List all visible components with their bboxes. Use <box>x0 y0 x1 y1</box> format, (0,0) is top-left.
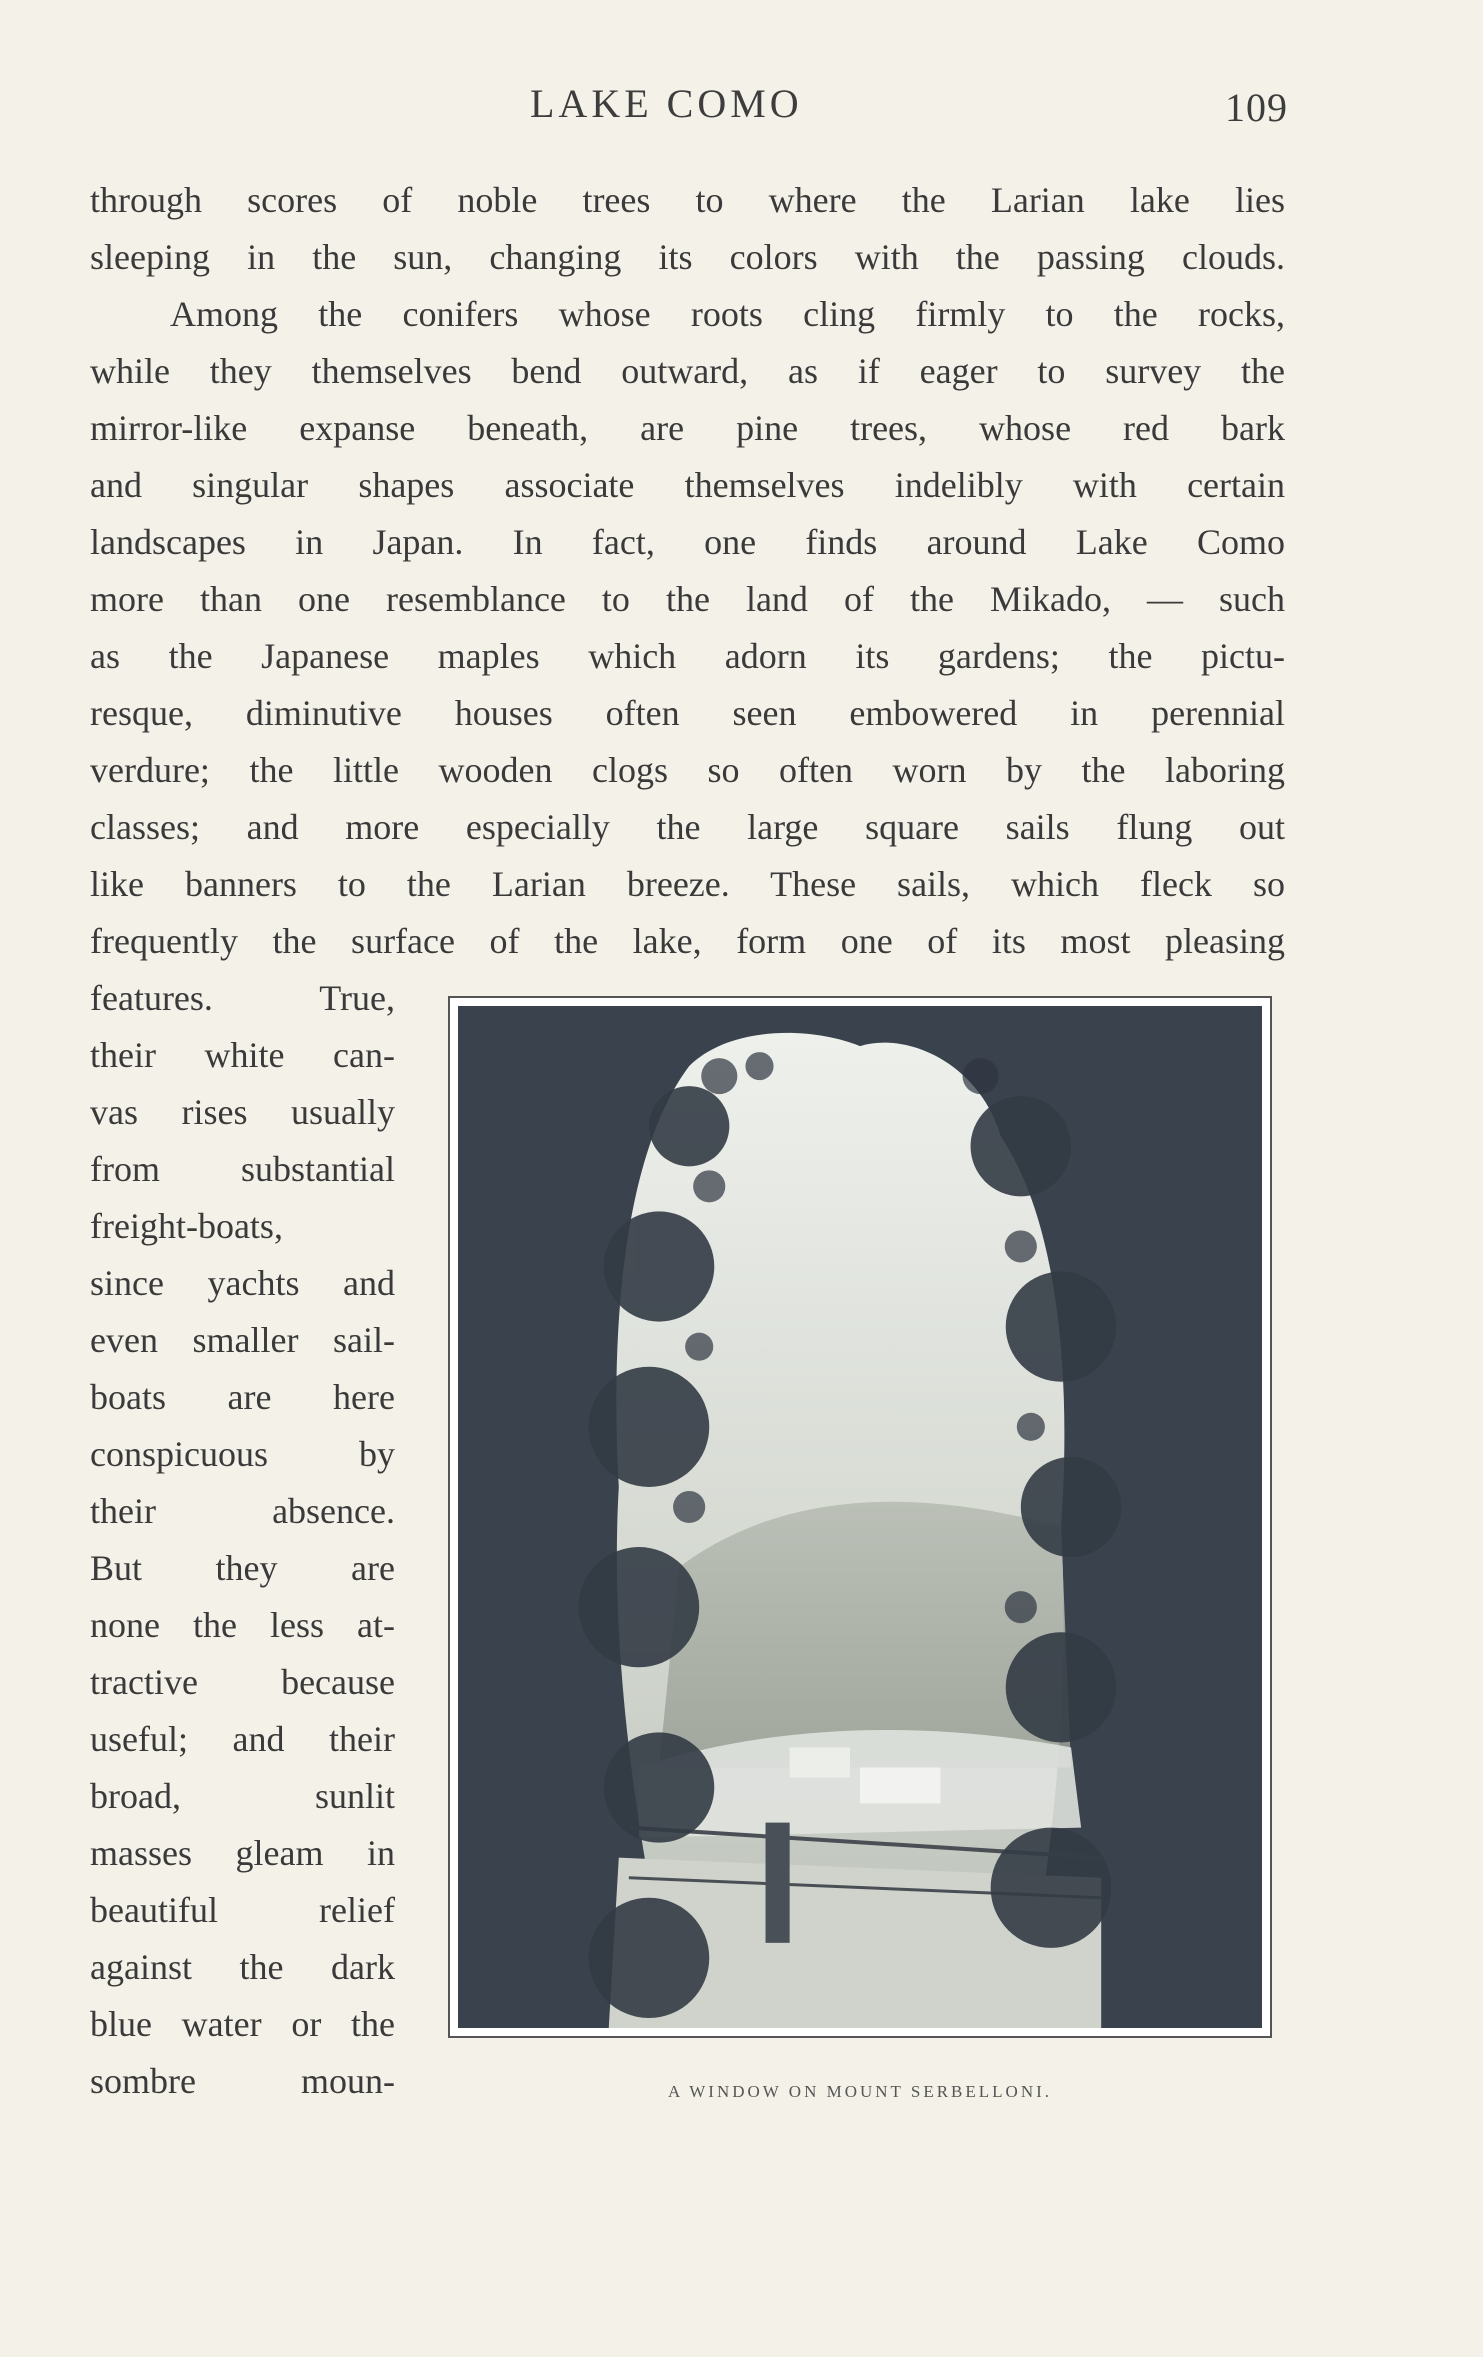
text-line: features. True, <box>90 978 395 1018</box>
text-line: tractive because <box>90 1662 395 1702</box>
text-line: beautiful relief <box>90 1890 395 1930</box>
text-line: Among the conifers whose roots cling firmly to the rocks, <box>170 294 1285 334</box>
text-line: verdure; the little wooden clogs so often worn by the laboring <box>90 750 1285 790</box>
text-line: against the dark <box>90 1947 395 1987</box>
text-line: But they are <box>90 1548 395 1588</box>
text-line: vas rises usually <box>90 1092 395 1132</box>
figure-frame <box>448 996 1272 2038</box>
text-line: boats are here <box>90 1377 395 1417</box>
text-line: freight-boats, <box>90 1206 283 1246</box>
figure-caption: A WINDOW ON MOUNT SERBELLONI. <box>667 2082 1053 2101</box>
text-line: mirror-like expanse beneath, are pine trees, whose red bark <box>90 408 1285 448</box>
text-line: like banners to the Larian breeze. These sails, which fleck so <box>90 864 1285 904</box>
text-line: and singular shapes associate themselves indelibly with certain <box>90 465 1285 505</box>
text-line: none the less at- <box>90 1605 395 1645</box>
text-line: masses gleam in <box>90 1833 395 1873</box>
photo-window-on-mount-serbelloni <box>458 1006 1262 2028</box>
text-line: since yachts and <box>90 1263 395 1303</box>
text-line: resque, diminutive houses often seen embowered in perennial <box>90 693 1285 733</box>
text-line: useful; and their <box>90 1719 395 1759</box>
full-width-text-block <box>90 172 1285 970</box>
text-line: blue water or the <box>90 2004 395 2044</box>
text-line: classes; and more especially the large square sails flung out <box>90 807 1285 847</box>
text-line: conspicuous by <box>90 1434 395 1474</box>
text-line: broad, sunlit <box>90 1776 395 1816</box>
text-line: while they themselves bend outward, as if eager to survey the <box>90 351 1285 391</box>
page-number: 109 <box>1225 85 1288 130</box>
text-line: even smaller sail- <box>90 1320 395 1360</box>
wrapped-text-column <box>90 970 395 2110</box>
text-line: landscapes in Japan. In fact, one finds around Lake Como <box>90 522 1285 562</box>
text-line: as the Japanese maples which adorn its gardens; the pictu- <box>90 636 1285 676</box>
text-line: frequently the surface of the lake, form one of its most pleasing <box>90 921 1285 961</box>
text-line: their absence. <box>90 1491 395 1531</box>
text-line: sombre moun- <box>90 2061 395 2101</box>
text-line: their white can- <box>90 1035 395 1075</box>
text-line: sleeping in the sun, changing its colors with the passing clouds. <box>90 237 1285 277</box>
running-title: LAKE COMO <box>530 81 803 126</box>
text-line: through scores of noble trees to where the Larian lake lies <box>90 180 1285 220</box>
landscape-illustration <box>458 1006 1262 2028</box>
text-line: from substantial <box>90 1149 395 1189</box>
text-line: more than one resemblance to the land of the Mikado, — such <box>90 579 1285 619</box>
